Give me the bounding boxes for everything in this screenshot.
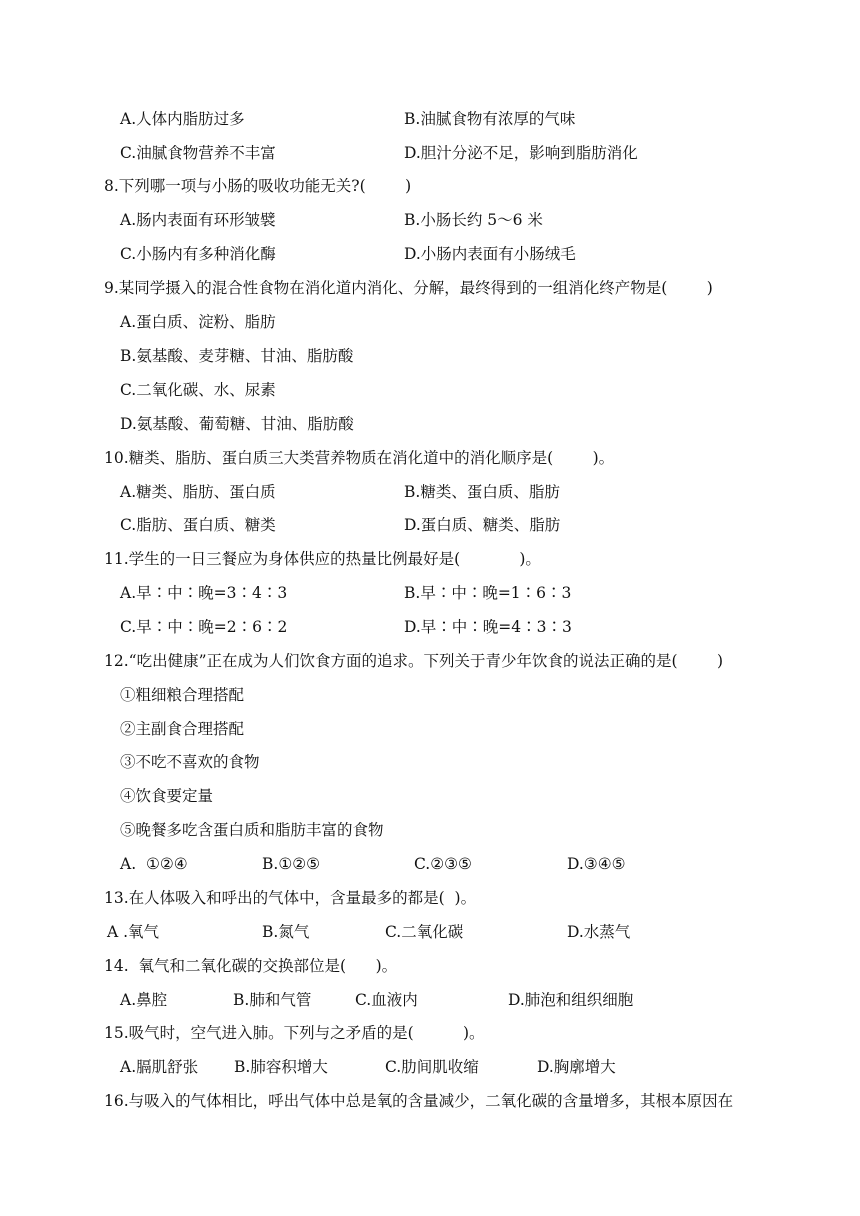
q9-option-a: A.蛋白质、淀粉、脂肪 xyxy=(120,313,276,331)
question-8: 8.下列哪一项与小肠的吸收功能无关?( ) xyxy=(104,177,412,195)
q12-option-d: D.③④⑤ xyxy=(567,855,626,873)
q8-option-c: C.小肠内有多种消化酶 xyxy=(120,245,276,263)
q15-option-b: B.肺容积增大 xyxy=(234,1058,328,1076)
q12-item-4: ④饮食要定量 xyxy=(120,787,214,805)
q9-option-b: B.氨基酸、麦芽糖、甘油、脂肪酸 xyxy=(120,347,354,365)
q12-option-a: A. ①②④ xyxy=(120,855,188,873)
q12-item-2: ②主副食合理搭配 xyxy=(120,720,245,738)
q8-option-b: B.小肠长约 5～6 米 xyxy=(404,211,543,229)
q7-option-b: B.油腻食物有浓厚的气味 xyxy=(404,110,576,128)
question-11: 11.学生的一日三餐应为身体供应的热量比例最好是( )。 xyxy=(104,550,541,568)
q13-option-d: D.水蒸气 xyxy=(567,923,631,941)
q7-option-d: D.胆汁分泌不足，影响到脂肪消化 xyxy=(404,144,638,162)
q13-option-c: C.二氧化碳 xyxy=(385,923,464,941)
q10-option-c: C.脂肪、蛋白质、糖类 xyxy=(120,516,276,534)
q11-option-b: B.早∶中∶晚=1∶6∶3 xyxy=(404,584,572,602)
q15-option-a: A.膈肌舒张 xyxy=(120,1058,199,1076)
question-14: 14. 氧气和二氧化碳的交换部位是( )。 xyxy=(104,957,398,975)
q14-option-d: D.肺泡和组织细胞 xyxy=(508,991,634,1009)
q15-option-d: D.胸廓增大 xyxy=(537,1058,616,1076)
q9-option-c: C.二氧化碳、水、尿素 xyxy=(120,381,276,399)
q12-item-3: ③不吃不喜欢的食物 xyxy=(120,753,260,771)
question-12: 12.“吃出健康”正在成为人们饮食方面的追求。下列关于青少年饮食的说法正确的是( ) xyxy=(104,652,724,670)
q10-option-a: A.糖类、脂肪、蛋白质 xyxy=(120,483,276,501)
q11-option-c: C.早∶中∶晚=2∶6∶2 xyxy=(120,618,288,636)
q14-option-c: C.血液内 xyxy=(355,991,418,1009)
q12-option-b: B.①②⑤ xyxy=(262,855,321,873)
q8-option-d: D.小肠内表面有小肠绒毛 xyxy=(404,245,576,263)
q10-option-d: D.蛋白质、糖类、脂肪 xyxy=(404,516,561,534)
question-10: 10.糖类、脂肪、蛋白质三大类营养物质在消化道中的消化顺序是( )。 xyxy=(104,449,615,467)
q13-option-a: A .氧气 xyxy=(107,923,160,941)
q14-option-a: A.鼻腔 xyxy=(120,991,168,1009)
q11-option-d: D.早∶中∶晚=4∶3∶3 xyxy=(404,618,572,636)
q12-item-1: ①粗细粮合理搭配 xyxy=(120,686,245,704)
question-15: 15.吸气时，空气进入肺。下列与之矛盾的是( )。 xyxy=(104,1024,485,1042)
q7-option-c: C.油腻食物营养不丰富 xyxy=(120,144,276,162)
q13-option-b: B.氮气 xyxy=(262,923,310,941)
q8-option-a: A.肠内表面有环形皱襞 xyxy=(120,211,276,229)
q9-option-d: D.氨基酸、葡萄糖、甘油、脂肪酸 xyxy=(120,415,354,433)
question-9: 9.某同学摄入的混合性食物在消化道内消化、分解，最终得到的一组消化终产物是( ) xyxy=(104,279,713,297)
q12-item-5: ⑤晚餐多吃含蛋白质和脂肪丰富的食物 xyxy=(120,821,384,839)
q14-option-b: B.肺和气管 xyxy=(233,991,312,1009)
q15-option-c: C.肋间肌收缩 xyxy=(385,1058,479,1076)
question-13: 13.在人体吸入和呼出的气体中，含量最多的都是( )。 xyxy=(104,889,477,907)
q12-option-c: C.②③⑤ xyxy=(414,855,472,873)
question-16: 16.与吸入的气体相比，呼出气体中总是氧的含量减少，二氧化碳的含量增多，其根本原因在 xyxy=(104,1092,734,1110)
q11-option-a: A.早∶中∶晚=3∶4∶3 xyxy=(120,584,288,602)
q7-option-a: A.人体内脂肪过多 xyxy=(120,110,245,128)
q10-option-b: B.糖类、蛋白质、脂肪 xyxy=(404,483,560,501)
